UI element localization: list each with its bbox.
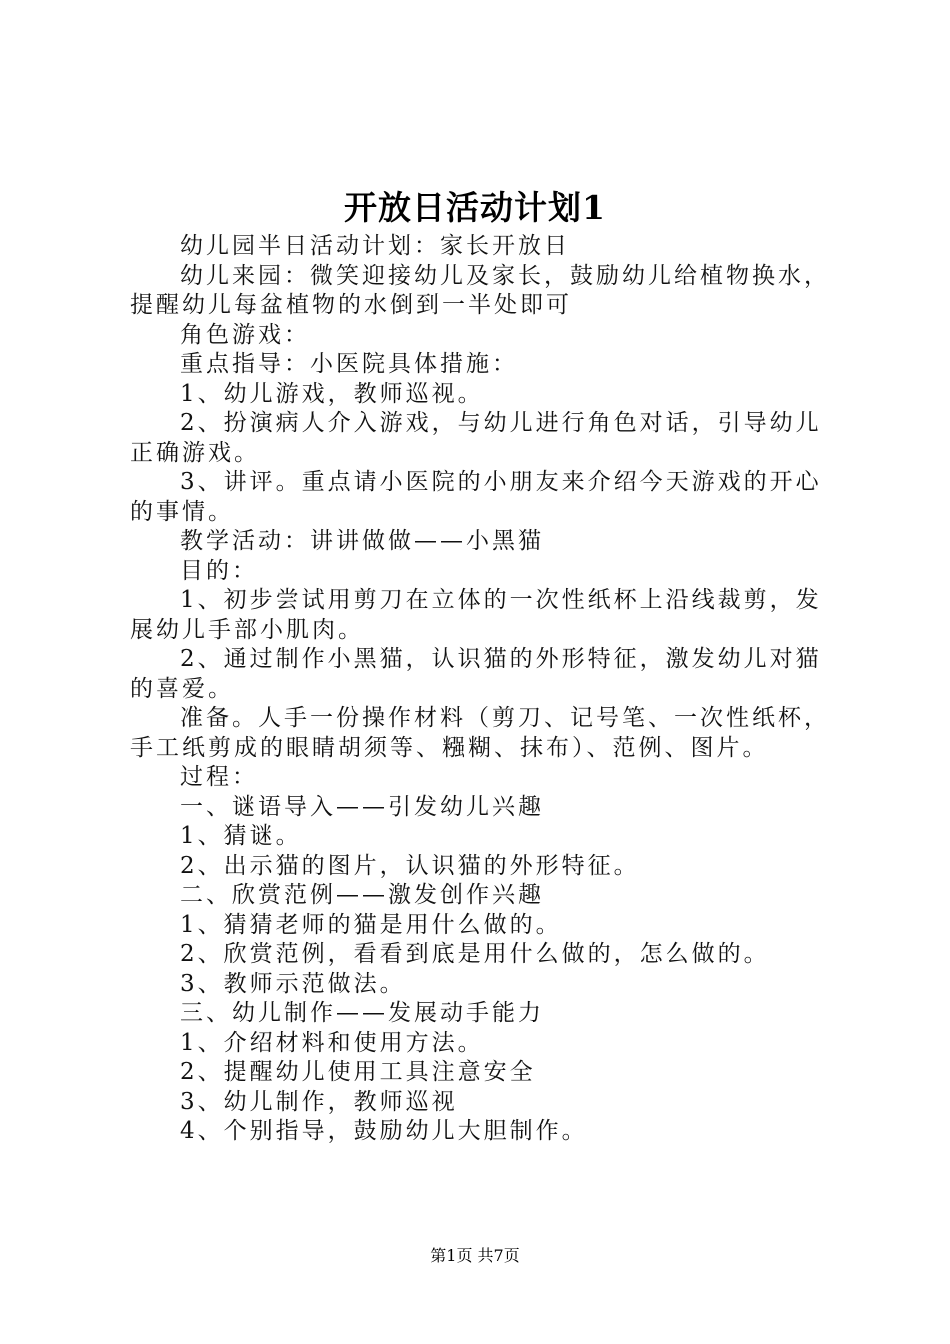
paragraph: 教学活动：讲讲做做——小黑猫 xyxy=(180,528,544,554)
paragraph: 角色游戏： xyxy=(180,321,310,348)
paragraph: 一、谜语导入——引发幼儿兴趣 xyxy=(180,793,544,820)
paragraph: 3、幼儿制作，教师巡视 xyxy=(180,1088,458,1115)
paragraph: 三、幼儿制作——发展动手能力 xyxy=(180,1000,544,1026)
paragraph: 4、个别指导，鼓励幼儿大胆制作。 xyxy=(180,1118,588,1144)
paragraph: 2、扮演病人介入游戏，与幼儿进行角色对话，引导幼儿正确游戏。 xyxy=(130,410,822,466)
paragraph: 重点指导：小医院具体措施： xyxy=(180,351,518,377)
paragraph: 二、欣赏范例——激发创作兴趣 xyxy=(180,882,544,908)
document-title: 开放日活动计划1 xyxy=(344,188,606,227)
paragraph: 2、出示猫的图片，认识猫的外形特征。 xyxy=(180,852,640,879)
paragraph: 2、通过制作小黑猫，认识猫的外形特征，激发幼儿对猫的喜爱。 xyxy=(130,646,822,702)
paragraph: 2、欣赏范例，看看到底是用什么做的，怎么做的。 xyxy=(180,941,770,967)
paragraph: 3、讲评。重点请小医院的小朋友来介绍今天游戏的开心的事情。 xyxy=(130,469,822,525)
paragraph: 目的： xyxy=(180,557,258,584)
paragraph: 1、猜猜老师的猫是用什么做的。 xyxy=(180,911,562,938)
paragraph: 1、初步尝试用剪刀在立体的一次性纸杯上沿线裁剪，发展幼儿手部小肌肉。 xyxy=(130,587,822,643)
paragraph: 幼儿园半日活动计划：家长开放日 xyxy=(180,233,570,259)
page-footer: 第1页 共7页 xyxy=(430,1246,520,1265)
paragraph: 幼儿来园：微笑迎接幼儿及家长，鼓励幼儿给植物换水，提醒幼儿每盆植物的水倒到一半处即可 xyxy=(130,262,830,318)
paragraph: 1、猜谜。 xyxy=(180,823,302,849)
paragraph: 3、教师示范做法。 xyxy=(180,970,406,997)
paragraph: 1、幼儿游戏，教师巡视。 xyxy=(180,380,484,407)
paragraph: 准备。人手一份操作材料（剪刀、记号笔、一次性纸杯，手工纸剪成的眼睛胡须等、糨糊、抹布）、范例、图片。 xyxy=(130,705,830,761)
paragraph: 2、提醒幼儿使用工具注意安全 xyxy=(180,1059,536,1085)
paragraph: 1、介绍材料和使用方法。 xyxy=(180,1029,484,1056)
document-body xyxy=(130,232,835,1147)
paragraph: 过程： xyxy=(180,764,258,790)
